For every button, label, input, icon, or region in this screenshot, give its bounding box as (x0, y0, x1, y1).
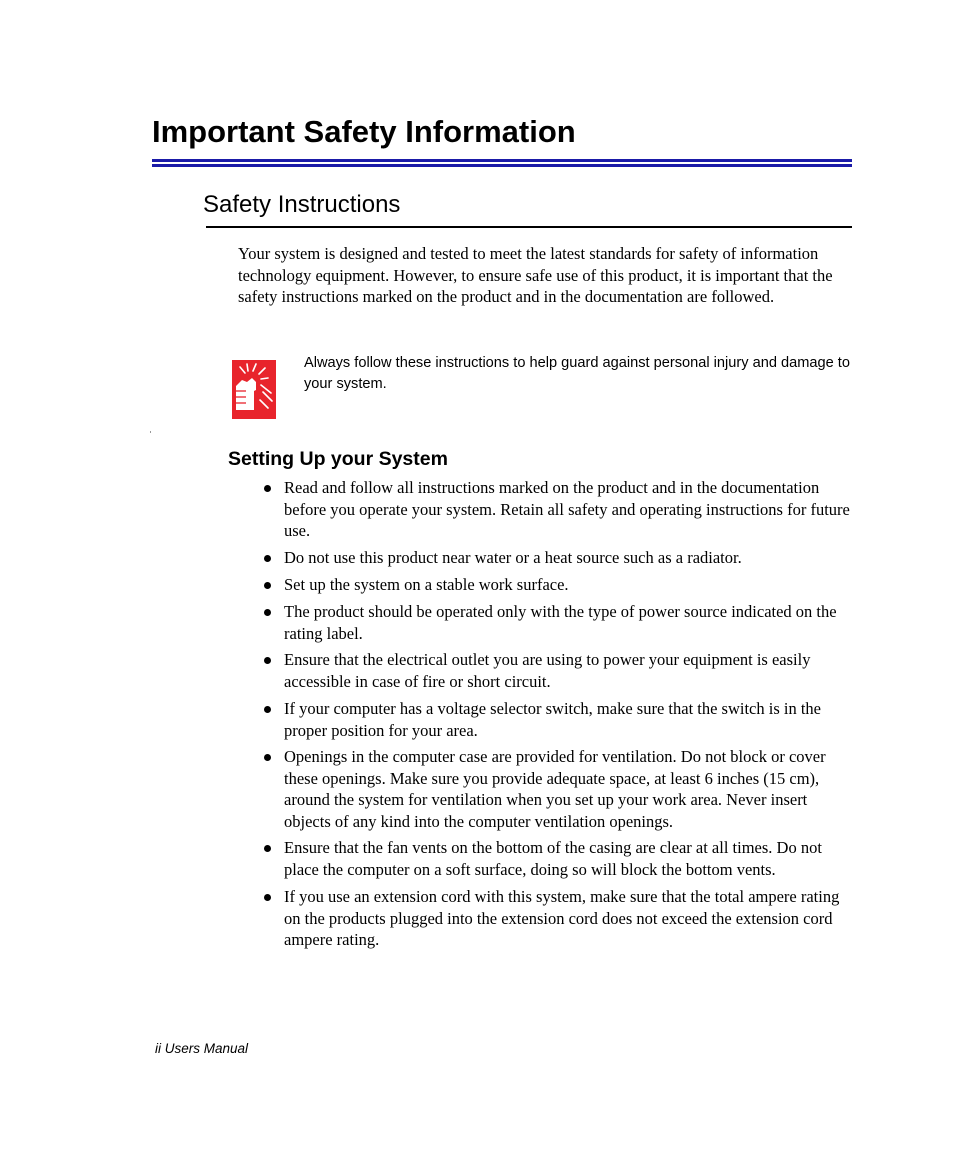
bullet-text: Read and follow all instructions marked on the product and in the documentation before you operate your system. Retain all safety and operating instructions for future use. (284, 478, 850, 540)
list-item (264, 547, 856, 569)
warning-hand-icon (232, 360, 276, 419)
bullet-text: If your computer has a voltage selector switch, make sure that the switch is in the proper position for your area. (284, 699, 822, 740)
bullet-icon (264, 845, 271, 852)
bullet-icon (264, 609, 271, 616)
list-item (264, 601, 856, 644)
title-rule-line-bottom (152, 164, 852, 167)
warning-text: Always follow these instructions to help guard against personal injury and damage to your system. (304, 355, 850, 392)
bullet-icon (264, 894, 271, 901)
bullet-icon (264, 754, 271, 761)
page-title: Important Safety Information (152, 114, 576, 149)
section-rule (206, 226, 852, 228)
bullet-text: The product should be operated only with the type of power source indicated on the rating label. (284, 602, 837, 643)
title-double-rule (152, 159, 852, 167)
bullet-icon (264, 485, 271, 492)
list-item (264, 886, 856, 951)
bullet-text: Ensure that the fan vents on the bottom of the casing are clear at all times. Do not place the computer on a soft surface, doing so will block the bottom vents. (284, 838, 822, 879)
bullet-text: If you use an extension cord with this system, make sure that the total ampere rating on the products plugged into the extension cord does not exceed the extension cord ampere rating. (284, 887, 840, 949)
list-item (264, 477, 856, 542)
bullet-text: Ensure that the electrical outlet you are using to power your equipment is easily accessible in case of fire or short circuit. (284, 650, 811, 691)
bullet-text: Openings in the computer case are provided for ventilation. Do not block or cover these openings. Make sure you provide adequate space, at least 6 inches (15 cm), around the system for ventilation when you set up your work area. Never insert objects of any kind into the computer ventilation openings. (284, 747, 826, 831)
intro-paragraph: Your system is designed and tested to meet the latest standards for safety of information technology equipment. However, to ensure safe use of this product, it is important that the safety instructions marked on the product and in the documentation are followed. (238, 244, 833, 306)
bullet-icon (264, 706, 271, 713)
title-rule-line-top (152, 159, 852, 162)
bullet-icon (264, 555, 271, 562)
list-item (264, 649, 856, 692)
bullet-icon (264, 657, 271, 664)
stray-mark (150, 431, 151, 433)
page-footer: ii Users Manual (155, 1041, 249, 1056)
list-item (264, 837, 856, 880)
bullet-icon (264, 582, 271, 589)
subsection-title: Setting Up your System (228, 448, 448, 470)
list-item (264, 746, 856, 832)
list-item (264, 698, 856, 741)
list-item (264, 574, 856, 596)
bullet-text: Set up the system on a stable work surface. (284, 575, 569, 594)
section-title: Safety Instructions (203, 191, 401, 218)
bullet-text: Do not use this product near water or a heat source such as a radiator. (284, 548, 742, 567)
